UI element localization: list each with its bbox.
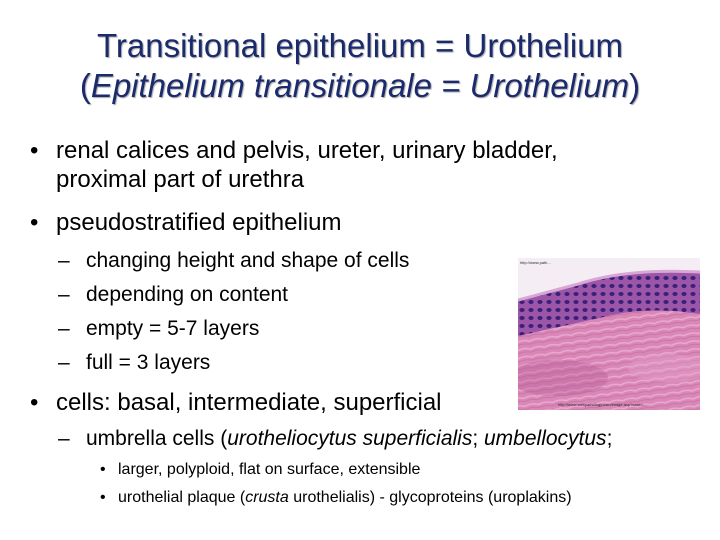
umbrella-latin-1: urotheliocytus superficialis [227, 427, 473, 450]
title-line-1: Transitional epithelium = Urothelium [96, 27, 624, 64]
sub-item [58, 282, 289, 308]
sub-item [58, 248, 410, 274]
sub-item-umbrella [58, 426, 613, 452]
bullet-text: cells: basal, intermediate, superficial [56, 389, 442, 416]
bullet-text: renal calices and pelvis, ureter, urinary bladder, [56, 137, 558, 164]
dash-marker: – [58, 249, 70, 272]
bullet-marker: • [30, 209, 39, 236]
detail-text-end: urothelialis) - glycoproteins (uroplakins) [288, 489, 572, 506]
sub-item [58, 316, 260, 342]
dash-marker: – [58, 317, 70, 340]
title-paren-open: ( [79, 67, 91, 104]
dash-marker: – [58, 427, 70, 450]
umbrella-sep: ; [472, 427, 484, 450]
bullet-text: pseudostratified epithelium [56, 209, 342, 236]
bullet-marker: • [100, 461, 106, 478]
title-latin: Epithelium transitionale = Urothelium [90, 67, 630, 104]
image-credit-bottom: http://www.webpathology.com/image.asp?case=... [558, 402, 647, 407]
umbrella-latin-2: umbellocytus [484, 427, 607, 450]
title-line-2 [0, 66, 720, 106]
image-credit-top: http://www.path... [520, 260, 551, 265]
dash-marker: – [58, 351, 70, 374]
histology-image [518, 258, 700, 410]
bullet-cells [30, 388, 442, 417]
bullet-marker: • [30, 389, 39, 416]
sub-item-text: depending on content [86, 283, 289, 306]
umbrella-text: umbrella cells ( [86, 427, 228, 450]
detail-text: larger, polyploid, flat on surface, extensible [118, 461, 421, 478]
dash-marker: – [58, 283, 70, 306]
title-paren-close: ) [629, 67, 641, 104]
bullet-marker: • [30, 137, 39, 164]
umbrella-end: ; [606, 427, 613, 450]
detail-latin: crusta [245, 489, 289, 506]
sub-item-text: changing height and shape of cells [86, 249, 410, 272]
detail-text: urothelial plaque ( [118, 489, 246, 506]
slide-title [0, 26, 720, 106]
histology-illustration [518, 258, 700, 410]
detail-item [100, 460, 421, 480]
bullet-pseudostratified [30, 208, 342, 237]
sub-item [58, 350, 211, 376]
detail-item [100, 488, 572, 508]
bullet-locations [30, 136, 558, 194]
bullet-marker: • [100, 489, 106, 506]
bullet-text-cont: proximal part of urethra [56, 166, 305, 193]
sub-item-text: empty = 5-7 layers [86, 317, 260, 340]
sub-item-text: full = 3 layers [86, 351, 211, 374]
